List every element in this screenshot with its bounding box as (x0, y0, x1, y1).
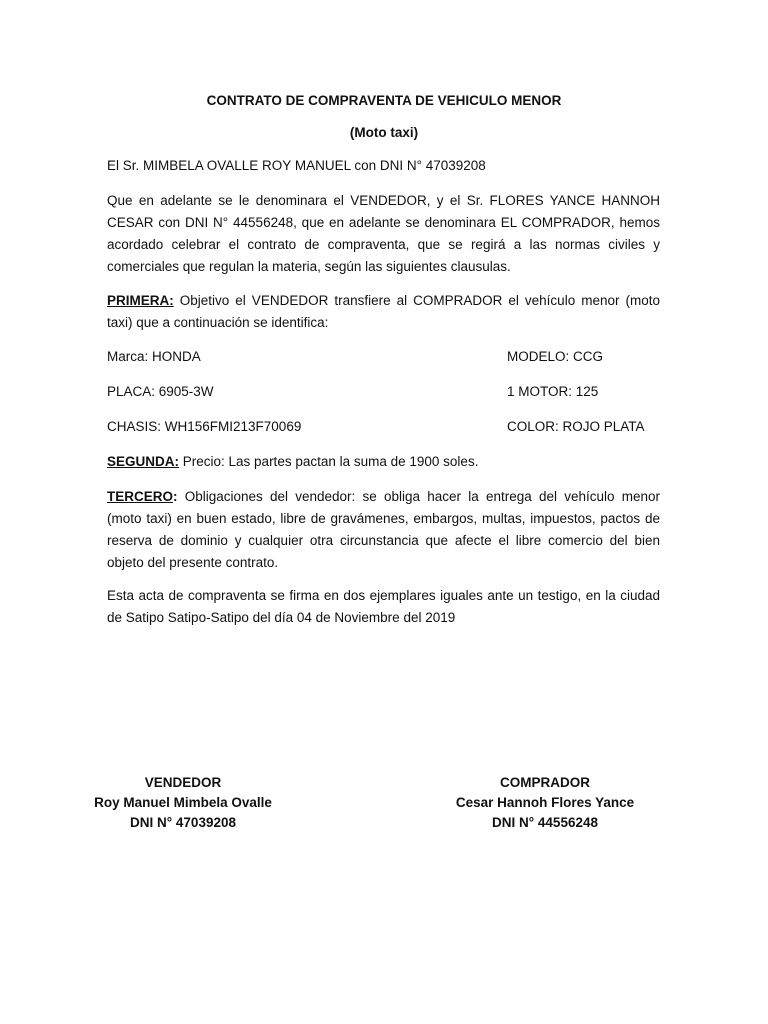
buyer-role: COMPRADOR (500, 775, 590, 790)
clause-primera (107, 290, 660, 334)
vehicle-row-2 (107, 381, 660, 403)
clause-primera-text: Objetivo el VENDEDOR transfiere al COMPRADOR el vehículo menor (moto taxi) que a continuación se identifica: (107, 293, 660, 330)
document-title: CONTRATO DE COMPRAVENTA DE VEHICULO MENOR (206, 93, 562, 108)
vehicle-chasis: CHASIS: WH156FMI213F70069 (107, 419, 302, 434)
buyer-dni: DNI N° 44556248 (492, 815, 598, 830)
vehicle-modelo: MODELO: CCG (507, 349, 604, 364)
clause-tercero-colon: : (173, 489, 178, 504)
clause-tercero (107, 486, 660, 574)
clause-segunda (107, 451, 660, 473)
clause-segunda-text: Precio: Las partes pactan la suma de 1900 soles. (179, 454, 479, 469)
vehicle-row-1 (107, 346, 660, 368)
clause-primera-label: PRIMERA: (107, 293, 174, 308)
clause-tercero-label: TERCERO (107, 489, 174, 504)
vehicle-color: COLOR: ROJO PLATA (507, 419, 645, 434)
document-subtitle: (Moto taxi) (349, 125, 419, 140)
buyer-name: Cesar Hannoh Flores Yance (455, 795, 635, 810)
seller-name: Roy Manuel Mimbela Ovalle (94, 795, 272, 810)
clause-segunda-label: SEGUNDA: (107, 454, 180, 469)
seller-dni: DNI N° 47039208 (130, 815, 236, 830)
vehicle-row-3 (107, 416, 660, 438)
vehicle-marca: Marca: HONDA (107, 349, 201, 364)
seller-line: El Sr. MIMBELA OVALLE ROY MANUEL con DNI N° 47039208 (107, 158, 486, 173)
vehicle-motor: 1 MOTOR: 125 (507, 384, 599, 399)
intro-paragraph: Que en adelante se le denominara el VENDEDOR, y el Sr. FLORES YANCE HANNOH CESAR con DNI N° 44556248, que en adelante se denominara EL COMPRADOR, hemos acordado celebrar el contrato de compraventa, que se regirá a las normas civiles y comerciales que regulan la materia, según las siguientes clausulas. (107, 193, 660, 274)
seller-signature-block (63, 773, 303, 833)
closing-paragraph: Esta acta de compraventa se firma en dos ejemplares iguales ante un testigo, en la ciudad de Satipo Satipo-Satipo del día 04 de Noviembre del 2019 (107, 588, 660, 625)
clause-tercero-text: Obligaciones del vendedor: se obliga hacer la entrega del vehículo menor (moto taxi) en buen estado, libre de gravámenes, embargos, multas, impuestos, pactos de reserva de dominio y cualquier otra circunstancia que afecte el libre comercio del bien objeto del presente contrato. (107, 489, 660, 570)
buyer-signature-block (425, 773, 665, 833)
seller-role: VENDEDOR (144, 775, 222, 790)
vehicle-placa: PLACA: 6905-3W (107, 384, 214, 399)
